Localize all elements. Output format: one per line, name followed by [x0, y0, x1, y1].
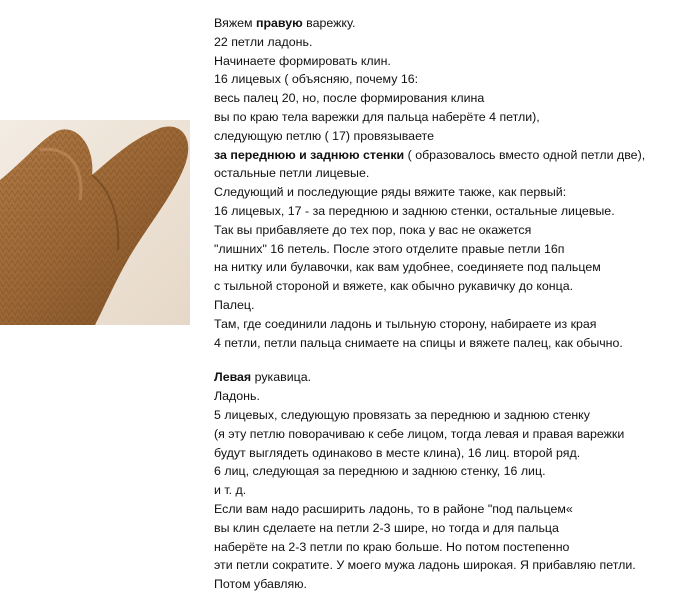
- text-line: эти петли сократите. У моего мужа ладонь широкая. Я прибавляю петли.: [214, 558, 636, 573]
- text-line: "лишних" 16 петель. После этого отделите правые петли 16п: [214, 241, 565, 256]
- text-line: 16 лицевых ( объясняю, почему 16:: [214, 72, 419, 87]
- text-line: на нитку или булавочки, как вам удобнее, соединяете под пальцем: [214, 260, 601, 275]
- text-line: Потом убавляю.: [214, 577, 307, 592]
- text-line: Следующий и последующие ряды вяжите также, как первый:: [214, 185, 567, 200]
- mitten-photo: [0, 120, 190, 325]
- bold-stitch: за переднюю и заднюю стенки: [214, 147, 405, 162]
- text-line: 22 петли ладонь.: [214, 34, 313, 49]
- text-line: будут выглядеть одинаково в месте клина), 16 лиц. второй ряд.: [214, 445, 581, 460]
- text-line: Левая рукавица.: [214, 370, 312, 385]
- text-line: Вяжем правую варежку.: [214, 16, 356, 30]
- text-line: Там, где соединили ладонь и тыльную сторону, набираете из края: [214, 316, 597, 331]
- text-line: весь палец 20, но, после формирования клина: [214, 91, 485, 106]
- text-line: Если вам надо расширить ладонь, то в районе "под пальцем«: [214, 501, 573, 516]
- text-line: Начинаете формировать клин.: [214, 53, 391, 68]
- text-line: вы по краю тела варежки для пальца наберёте 4 петли),: [214, 109, 540, 124]
- text-line: остальные петли лицевые.: [214, 166, 370, 181]
- text-line: за переднюю и заднюю стенки ( образовалось вместо одной петли две),: [214, 147, 646, 162]
- text-line: Ладонь.: [214, 389, 260, 404]
- paragraph-gap: [214, 352, 688, 368]
- text-line: 16 лицевых, 17 - за переднюю и заднюю стенки, остальные лицевые.: [214, 203, 615, 218]
- text-line: (я эту петлю поворачиваю к себе лицом, тогда левая и правая варежки: [214, 426, 625, 441]
- text-line: и т. д.: [214, 483, 247, 498]
- instructions-text: [214, 14, 688, 594]
- text-line: 4 петли, петли пальца снимаете на спицы и вяжете палец, как обычно.: [214, 335, 623, 350]
- text-line: с тыльной стороной и вяжете, как обычно рукавичку до конца.: [214, 279, 574, 294]
- text-line: Палец.: [214, 297, 255, 312]
- text-line: наберёте на 2-3 петли по краю больше. Но потом постепенно: [214, 539, 570, 554]
- text-line: 6 лиц, следующая за переднюю и заднюю стенку, 16 лиц.: [214, 464, 546, 479]
- text-line: вы клин сделаете на петли 2-3 шире, но тогда и для пальца: [214, 520, 559, 535]
- text-line: 5 лицевых, следующую провязать за переднюю и заднюю стенку: [214, 407, 590, 422]
- bold-right: правую: [255, 16, 303, 30]
- bold-left: Левая: [214, 370, 252, 385]
- text-line: Так вы прибавляете до тех пор, пока у вас не окажется: [214, 222, 532, 237]
- text-line: следующую петлю ( 17) провязываете: [214, 128, 434, 143]
